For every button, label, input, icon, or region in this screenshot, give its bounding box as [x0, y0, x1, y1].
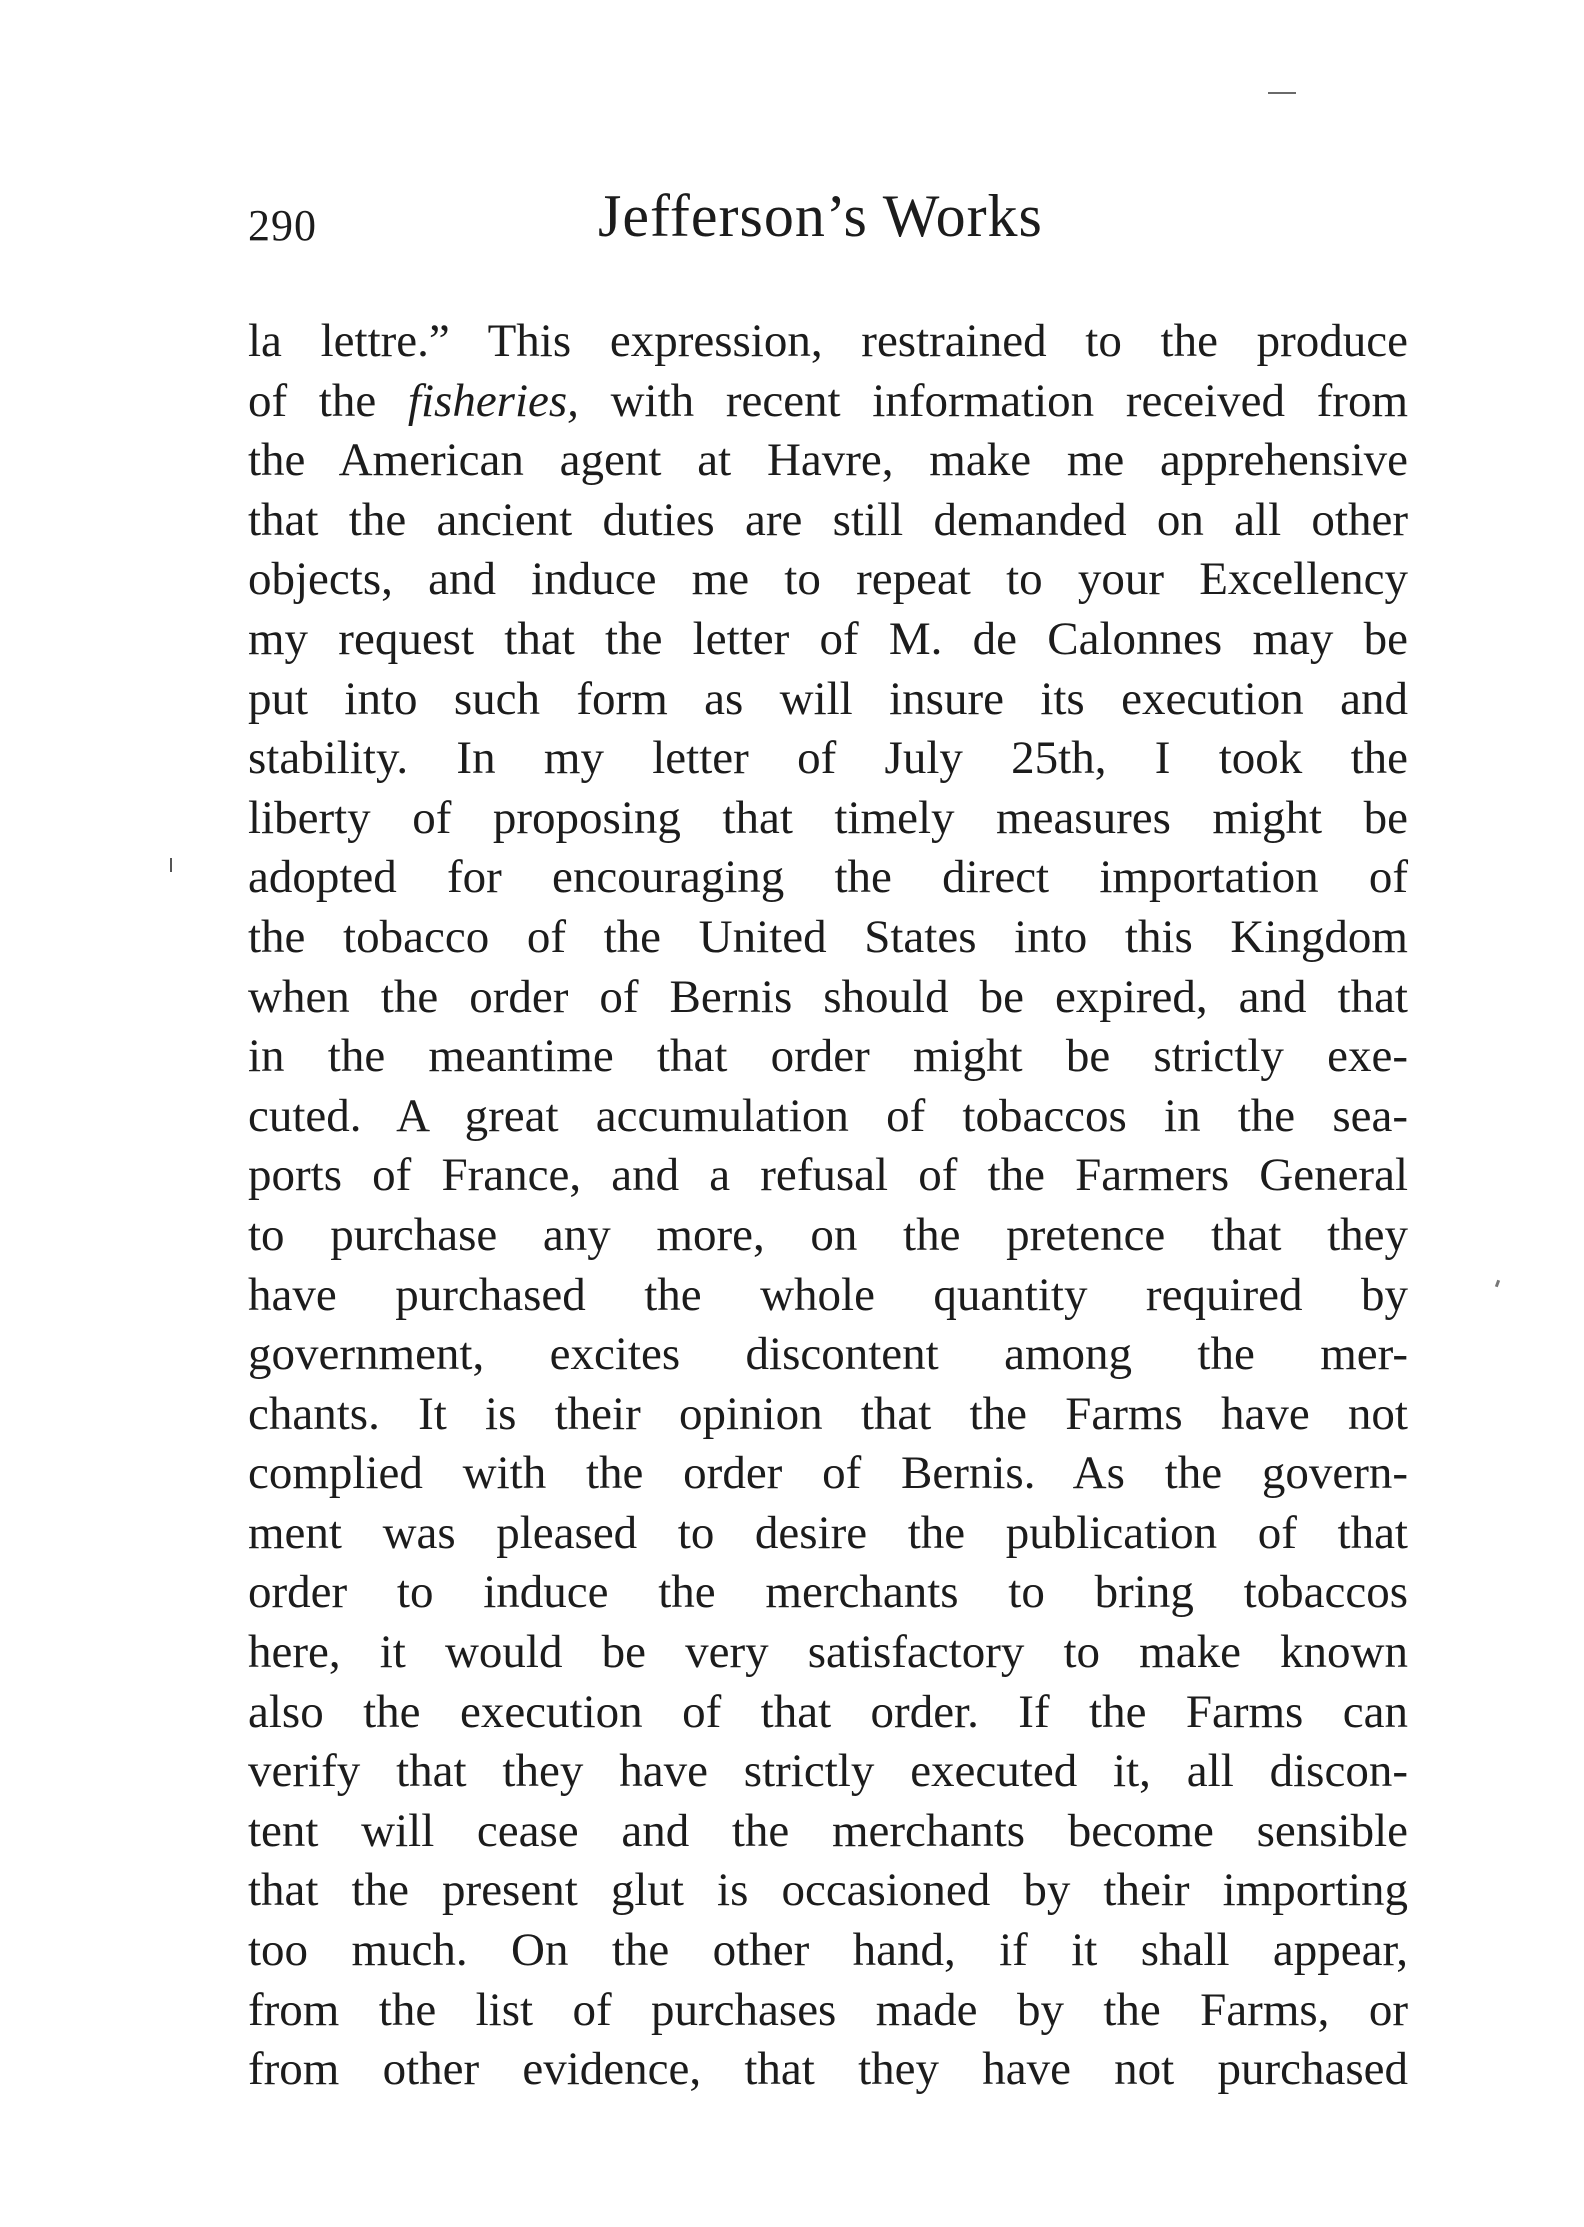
text-line: here, it would be very satisfactory to make known	[248, 1626, 1408, 1679]
text-line-segment: with recent information received from	[578, 374, 1409, 427]
text-line: government, excites discontent among the mer-	[248, 1328, 1408, 1381]
text-line: that the present glut is occasioned by their importing	[248, 1864, 1408, 1917]
text-line: ment was pleased to desire the publication of that	[248, 1506, 1408, 1559]
text-line: la lettre.” This expression, restrained to the produce	[248, 315, 1408, 367]
text-line: from the list of purchases made by the Farms, or	[248, 1983, 1408, 2036]
text-line-segment: of the	[248, 374, 408, 427]
text-line: the American agent at Havre, make me apprehensive	[248, 434, 1408, 487]
text-line: chants. It is their opinion that the Farms have not	[248, 1387, 1408, 1440]
text-line: order to induce the merchants to bring tobaccos	[248, 1566, 1408, 1619]
text-line: too much. On the other hand, if it shall appear,	[248, 1924, 1408, 1977]
text-line: the tobacco of the United States into this Kingdom	[248, 910, 1408, 963]
text-line: have purchased the whole quantity required by	[248, 1268, 1408, 1321]
page-header	[248, 182, 1408, 262]
stray-margin-dot	[1495, 1280, 1500, 1288]
text-line: liberty of proposing that timely measures might be	[248, 791, 1408, 844]
text-line: stability. In my letter of July 25th, I took the	[248, 732, 1408, 785]
text-line: put into such form as will insure its execution and	[248, 672, 1408, 725]
text-line	[248, 372, 1408, 432]
text-line: my request that the letter of M. de Calonnes may be	[248, 612, 1408, 665]
text-line: that the ancient duties are still demanded on all other	[248, 493, 1408, 546]
text-line: objects, and induce me to repeat to your Excellency	[248, 553, 1408, 606]
text-line: ports of France, and a refusal of the Farmers General	[248, 1149, 1408, 1202]
page-number: 290	[248, 201, 317, 250]
text-line: complied with the order of Bernis. As the govern-	[248, 1447, 1408, 1500]
text-line: adopted for encouraging the direct importation of	[248, 851, 1408, 904]
stray-dash-mark	[1268, 92, 1296, 94]
text-line: tent will cease and the merchants become sensible	[248, 1804, 1408, 1857]
body-text	[248, 312, 1408, 2100]
text-line: in the meantime that order might be strictly exe-	[248, 1030, 1408, 1083]
italic-word: fisheries,	[407, 374, 579, 427]
text-line: when the order of Bernis should be expired, and that	[248, 970, 1408, 1023]
text-line: cuted. A great accumulation of tobaccos in the sea-	[248, 1089, 1408, 1142]
stray-margin-tick	[170, 858, 172, 872]
text-line: also the execution of that order. If the Farms can	[248, 1685, 1408, 1738]
text-line: to purchase any more, on the pretence that they	[248, 1208, 1408, 1261]
running-title: Jefferson’s Works	[598, 183, 1043, 249]
text-line: from other evidence, that they have not purchased	[248, 2043, 1408, 2096]
text-line: verify that they have strictly executed it, all discon-	[248, 1745, 1408, 1798]
